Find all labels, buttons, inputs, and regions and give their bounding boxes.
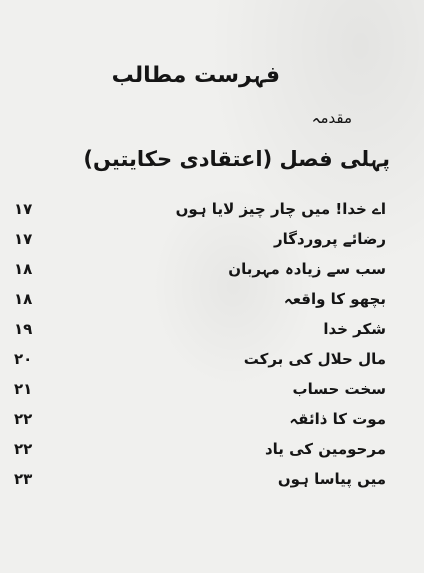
contents-row xyxy=(14,466,386,496)
entry-title: مرحومین کی یاد xyxy=(264,440,386,458)
contents-row xyxy=(14,226,386,256)
contents-list xyxy=(14,196,386,496)
entry-page-number: ۲۲ xyxy=(14,440,33,458)
contents-row xyxy=(14,346,386,376)
entry-page-number: ۲۳ xyxy=(14,470,33,488)
entry-title: سخت حساب xyxy=(292,380,386,398)
entry-page-number: ۱۹ xyxy=(14,320,33,338)
chapter-heading: پہلی فصل (اعتقادی حکایتیں) xyxy=(83,147,390,171)
entry-title: سب سے زیادہ مہربان xyxy=(228,260,386,278)
entry-title: میں پیاسا ہوں xyxy=(277,470,386,488)
contents-row xyxy=(14,256,386,286)
entry-page-number: ۱۷ xyxy=(14,200,33,218)
entry-title: موت کا ذائقہ xyxy=(289,410,386,428)
contents-row xyxy=(14,436,386,466)
entry-title: مال حلال کی برکت xyxy=(243,350,386,368)
entry-title: شکر خدا xyxy=(323,320,386,338)
contents-row xyxy=(14,286,386,316)
contents-row xyxy=(14,196,386,226)
entry-page-number: ۱۷ xyxy=(14,230,33,248)
entry-title: اے خدا! میں چار چیز لایا ہوں xyxy=(175,200,386,218)
intro-heading: مقدمہ xyxy=(311,109,352,127)
contents-row xyxy=(14,376,386,406)
entry-title: بچھو کا واقعہ xyxy=(283,290,386,308)
contents-row xyxy=(14,316,386,346)
entry-page-number: ۲۰ xyxy=(14,350,33,368)
entry-page-number: ۱۸ xyxy=(14,260,33,278)
entry-page-number: ۲۱ xyxy=(14,380,33,398)
entry-title: رضائے پروردگار xyxy=(273,230,386,248)
page-title: فہرست مطالب xyxy=(111,63,280,88)
contents-row xyxy=(14,406,386,436)
entry-page-number: ۱۸ xyxy=(14,290,33,308)
entry-page-number: ۲۲ xyxy=(14,410,33,428)
